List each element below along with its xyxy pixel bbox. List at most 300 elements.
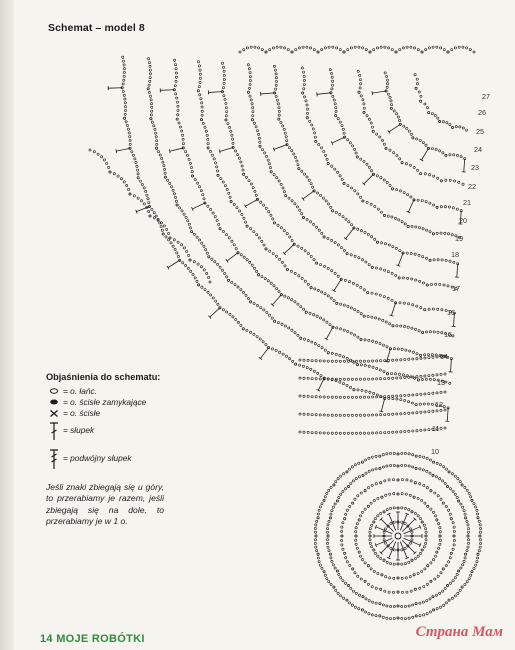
chain-loop	[422, 282, 424, 284]
chain-loop	[363, 103, 365, 105]
chain-loop	[318, 345, 320, 347]
chain-loop	[302, 216, 304, 218]
chain-loop	[407, 277, 409, 279]
chain-loop	[224, 272, 226, 274]
chain-loop	[240, 289, 242, 291]
chain-loop	[191, 171, 193, 173]
chain-loop	[266, 155, 268, 157]
chain-loop	[236, 207, 238, 209]
connector-chain	[400, 377, 402, 379]
motif-chain-ring	[401, 521, 403, 523]
motif-chain-ring	[393, 452, 395, 454]
motif-chain-ring	[383, 531, 385, 533]
chain-loop	[451, 126, 453, 128]
chain-loop	[201, 110, 203, 112]
chain-loop	[445, 259, 447, 261]
chain-loop	[389, 149, 391, 151]
chain-loop	[252, 187, 254, 189]
chain-loop	[302, 365, 304, 367]
chain-loop	[285, 136, 287, 138]
connector-chain	[428, 375, 430, 377]
chain-loop	[352, 282, 354, 284]
motif-chain-ring	[336, 570, 338, 572]
motif-chain-ring	[423, 524, 425, 526]
motif-chain-ring	[393, 549, 395, 551]
edge-scallop	[347, 49, 349, 51]
chain-loop	[375, 293, 377, 295]
chain-loop	[462, 127, 464, 129]
chain-loop	[423, 403, 425, 405]
connector-chain	[440, 409, 442, 411]
row-number-label: 24	[474, 145, 483, 154]
motif-chain-ring	[380, 588, 382, 590]
chain-loop	[323, 319, 325, 321]
chain-loop	[179, 126, 181, 128]
motif-chain-ring	[449, 582, 451, 584]
stitch-mark	[245, 199, 257, 206]
motif-chain-ring	[408, 605, 410, 607]
edge-scallop	[406, 46, 408, 48]
edge-scallop	[246, 47, 248, 49]
chain-loop	[354, 148, 356, 150]
chain-loop	[303, 88, 305, 90]
connector-chain	[368, 432, 370, 434]
connector-chain	[424, 375, 426, 377]
legend-item-label: = o. ścisłe	[63, 407, 101, 418]
motif-chain-ring	[410, 480, 412, 482]
chain-loop	[303, 338, 305, 340]
chain-loop	[291, 239, 293, 241]
row-number-label: 16	[447, 308, 456, 317]
chain-loop	[150, 114, 152, 116]
chain-loop	[365, 261, 367, 263]
motif-chain-ring	[467, 539, 469, 541]
chain-loop	[437, 177, 439, 179]
chain-loop	[137, 173, 139, 175]
edge-scallop	[180, 244, 182, 246]
chain-loop	[154, 128, 156, 130]
chain-loop	[251, 264, 253, 266]
motif-chain-ring	[397, 563, 399, 565]
motif-chain-ring	[436, 519, 438, 521]
chain-loop	[253, 122, 255, 124]
motif-chain-ring	[423, 546, 425, 548]
motif-chain-ring	[348, 602, 350, 604]
motif-chain-ring	[427, 565, 429, 567]
chain-loop	[335, 115, 337, 117]
chain-loop	[249, 79, 251, 81]
connector-chain	[424, 429, 426, 431]
chain-loop	[376, 133, 378, 135]
chain-loop	[416, 305, 418, 307]
stitch-mark	[317, 93, 331, 94]
motif-chain-ring	[341, 539, 343, 541]
chain-loop	[426, 107, 428, 109]
chain-loop	[167, 179, 169, 181]
motif-chain-ring	[393, 493, 395, 495]
chain-loop	[226, 276, 228, 278]
chain-loop	[169, 182, 171, 184]
motif-chain-ring	[369, 535, 371, 537]
motif-chain-ring	[464, 513, 466, 515]
motif-chain-ring	[340, 595, 342, 597]
chain-loop	[346, 384, 348, 386]
chain-loop	[364, 364, 366, 366]
chain-loop	[424, 309, 426, 311]
motif-chain-ring	[386, 605, 388, 607]
edge-scallop	[391, 49, 393, 51]
chain-loop	[392, 398, 394, 400]
connector-chain	[392, 395, 394, 397]
chain-loop	[310, 183, 312, 185]
motif-chain-ring	[471, 571, 473, 573]
chain-loop	[358, 91, 360, 93]
chain-loop	[246, 259, 248, 261]
chain-loop	[320, 264, 322, 266]
chain-loop	[190, 166, 192, 168]
chain-loop	[306, 218, 308, 220]
motif-chain-ring	[380, 557, 382, 559]
connector-chain	[380, 378, 382, 380]
chain-loop	[383, 371, 385, 373]
chain-loop	[283, 230, 285, 232]
chain-loop	[439, 120, 441, 122]
chain-loop	[300, 306, 302, 308]
motif-chain-ring	[457, 478, 459, 480]
motif-chain-ring	[371, 614, 373, 616]
motif-chain-ring	[357, 495, 359, 497]
chain-loop	[339, 381, 341, 383]
motif-chain-ring	[464, 486, 466, 488]
motif-chain-ring	[433, 609, 435, 611]
chain-loop	[197, 61, 199, 63]
motif-chain-ring	[386, 561, 388, 563]
chain-loop	[139, 180, 141, 182]
row-number-label: 14	[440, 352, 449, 361]
chain-loop	[383, 179, 385, 181]
chain-loop	[364, 231, 366, 233]
motif-chain-ring	[419, 518, 421, 520]
motif-chain-ring	[477, 513, 479, 515]
connector-chain	[408, 430, 410, 432]
chain-loop	[249, 301, 251, 303]
chain-loop	[343, 329, 345, 331]
connector-chain	[420, 357, 422, 359]
motif-chain-ring	[419, 615, 421, 617]
connector-chain	[311, 378, 313, 380]
motif-chain-ring	[412, 466, 414, 468]
connector-chain	[384, 378, 386, 380]
legend-item-treble-crochet	[46, 447, 176, 471]
motif-chain-ring	[388, 591, 390, 593]
chain-loop	[149, 95, 151, 97]
chain-loop	[269, 167, 271, 169]
edge-scallop	[250, 46, 252, 48]
chain-loop	[163, 165, 165, 167]
chain-loop	[315, 140, 317, 142]
chain-loop	[238, 157, 240, 159]
chain-loop	[306, 176, 308, 178]
motif-chain-ring	[422, 601, 424, 603]
stitch-mark	[447, 408, 448, 421]
chain-loop	[284, 295, 286, 297]
connector-chain	[404, 376, 406, 378]
motif-chain-ring	[317, 557, 319, 559]
edge-scallop	[280, 46, 282, 48]
chain-loop	[316, 262, 318, 264]
chain-loop	[363, 289, 365, 291]
motif-chain-ring	[342, 548, 344, 550]
chain-loop	[280, 227, 282, 229]
stitch-mark	[116, 149, 117, 153]
chain-loop	[376, 175, 378, 177]
edge-scallop	[153, 217, 155, 219]
motif-chain-ring	[439, 539, 441, 541]
chain-loop	[388, 244, 390, 246]
motif-chain-ring	[432, 559, 434, 561]
motif-chain-ring	[375, 587, 377, 589]
chain-loop	[433, 204, 435, 206]
chain-loop	[175, 76, 177, 78]
chain-loop	[331, 88, 333, 90]
chain-loop	[206, 134, 208, 136]
chain-loop	[329, 69, 331, 71]
motif-chain-ring	[362, 596, 364, 598]
chain-loop	[265, 343, 267, 345]
motif-chain-ring	[390, 605, 392, 607]
chain-loop	[213, 158, 215, 160]
edge-scallop	[313, 49, 315, 51]
motif-chain-ring	[449, 513, 451, 515]
edge-scallop	[272, 47, 274, 49]
edge-scallop	[402, 47, 404, 49]
chain-loop	[273, 174, 275, 176]
connector-chain	[416, 376, 418, 378]
edge-scallop	[369, 51, 371, 53]
chain-loop	[379, 369, 381, 371]
chain-loop	[380, 211, 382, 213]
chain-loop	[248, 68, 250, 70]
motif-chain-ring	[415, 603, 417, 605]
chain-loop	[199, 239, 201, 241]
motif-chain-ring	[344, 552, 346, 554]
motif-chain-ring	[384, 590, 386, 592]
connector-chain	[331, 414, 333, 416]
chain-loop	[212, 212, 214, 214]
chain-loop	[437, 117, 439, 119]
chain-loop	[201, 286, 203, 288]
chain-loop	[129, 139, 131, 141]
chain-loop	[275, 80, 277, 82]
motif-chain-ring	[454, 475, 456, 477]
chain-loop	[263, 309, 265, 311]
motif-chain-ring	[467, 542, 469, 544]
chain-loop	[143, 187, 145, 189]
stitch-mark	[326, 327, 332, 339]
chain-loop	[178, 122, 180, 124]
motif-chain-ring	[331, 560, 333, 562]
chain-loop	[425, 144, 427, 146]
chain-loop	[419, 139, 421, 141]
chain-loop	[245, 221, 247, 223]
motif-chain-ring	[417, 515, 419, 517]
connector-chain	[299, 377, 301, 379]
chain-loop	[200, 98, 202, 100]
edge-scallop	[469, 49, 471, 51]
motif-chain-ring	[386, 617, 388, 619]
connector-chain	[420, 375, 422, 377]
chain-loop	[263, 244, 265, 246]
chain-loop	[387, 83, 389, 85]
motif-chain-ring	[453, 526, 455, 528]
row-number-label: 18	[451, 250, 460, 259]
connector-chain	[327, 396, 329, 398]
chain-loop	[382, 319, 384, 321]
connector-chain	[343, 396, 345, 398]
chain-loop	[403, 325, 405, 327]
motif-chain-ring	[466, 581, 468, 583]
motif-chain-ring	[385, 494, 387, 496]
connector-chain	[396, 359, 398, 361]
connector-chain	[355, 396, 357, 398]
chain-loop	[258, 133, 260, 135]
chain-loop	[330, 72, 332, 74]
motif-chain-ring	[390, 522, 392, 524]
motif-chain-ring	[362, 474, 364, 476]
motif-chain-ring	[479, 531, 481, 533]
motif-chain-ring	[365, 459, 367, 461]
edge-scallop	[466, 47, 468, 49]
chain-loop	[425, 331, 427, 333]
chain-loop	[320, 375, 322, 377]
motif-chain-ring	[397, 507, 399, 509]
motif-chain-ring	[326, 542, 328, 544]
chain-loop	[310, 255, 312, 257]
motif-chain-ring	[343, 473, 345, 475]
motif-chain-ring	[344, 518, 346, 520]
chain-loop	[164, 168, 166, 170]
connector-chain	[392, 377, 394, 379]
chain-loop	[445, 154, 447, 156]
motif-chain-ring	[440, 606, 442, 608]
motif-chain-ring	[467, 531, 469, 533]
chain-loop	[398, 277, 400, 279]
chain-loop	[246, 225, 248, 227]
chain-loop	[389, 323, 391, 325]
chain-loop	[326, 321, 328, 323]
chain-loop	[207, 143, 209, 145]
chain-loop	[303, 84, 305, 86]
chain-loop	[305, 311, 307, 313]
connector-chain	[376, 414, 378, 416]
chain-loop	[439, 150, 441, 152]
chain-loop	[281, 261, 283, 263]
edge-scallop	[443, 49, 445, 51]
chain-loop	[165, 236, 167, 238]
chain-loop	[372, 173, 374, 175]
motif-chain-ring	[465, 553, 467, 555]
chain-loop	[182, 262, 184, 264]
connector-chain	[319, 396, 321, 398]
chain-loop	[201, 114, 203, 116]
chain-loop	[316, 315, 318, 317]
chain-loop	[353, 389, 355, 391]
connector-chain	[404, 358, 406, 360]
connector-chain	[319, 414, 321, 416]
motif-chain-ring	[392, 479, 394, 481]
chain-loop	[420, 173, 422, 175]
chain-loop	[175, 93, 177, 95]
motif-chain-ring	[326, 528, 328, 530]
chain-loop	[369, 391, 371, 393]
chain-loop	[257, 274, 259, 276]
chain-loop	[299, 364, 301, 366]
edge-scallop	[113, 173, 115, 175]
motif-chain-ring	[315, 535, 317, 537]
chain-loop	[250, 99, 252, 101]
chain-loop	[297, 245, 299, 247]
motif-chain-ring	[436, 462, 438, 464]
chain-loop	[268, 347, 270, 349]
chain-loop	[420, 100, 422, 102]
connector-chain	[416, 358, 418, 360]
motif-chain-ring	[364, 562, 366, 564]
chain-loop	[355, 152, 357, 154]
motif-chain-ring	[373, 521, 375, 523]
motif-chain-ring	[352, 502, 354, 504]
edge-scallop	[291, 51, 293, 53]
stitch-mark	[303, 191, 314, 199]
motif-chain-ring	[328, 489, 330, 491]
row-number-label: 19	[455, 234, 464, 243]
chain-loop	[417, 379, 419, 381]
chain-loop	[361, 389, 363, 391]
motif-chain-ring	[438, 547, 440, 549]
connector-chain	[420, 411, 422, 413]
chain-loop	[411, 278, 413, 280]
motif-chain-ring	[367, 505, 369, 507]
chain-loop	[289, 358, 291, 360]
chain-loop	[411, 402, 413, 404]
connector-chain	[384, 432, 386, 434]
motif-chain-ring	[479, 539, 481, 541]
edge-scallop	[173, 239, 175, 241]
chain-loop	[390, 107, 392, 109]
chain-loop	[216, 166, 218, 168]
chain-loop	[433, 259, 435, 261]
stitch-mark	[227, 253, 238, 261]
chain-loop	[219, 266, 221, 268]
chain-loop	[193, 233, 195, 235]
chain-loop	[406, 127, 408, 129]
edge-scallop	[365, 49, 367, 51]
motif-chain-ring	[465, 517, 467, 519]
motif-chain-ring	[393, 464, 395, 466]
chain-loop	[248, 87, 250, 89]
chain-loop	[223, 82, 225, 84]
chain-loop	[429, 231, 431, 233]
chain-loop	[267, 280, 269, 282]
motif-chain-ring	[412, 454, 414, 456]
chain-loop	[448, 206, 450, 208]
motif-chain-ring	[440, 464, 442, 466]
chain-loop	[411, 225, 413, 227]
chain-loop	[325, 154, 327, 156]
chain-loop	[231, 281, 233, 283]
motif-chain-ring	[401, 617, 403, 619]
chain-loop	[426, 284, 428, 286]
connector-chain	[335, 378, 337, 380]
